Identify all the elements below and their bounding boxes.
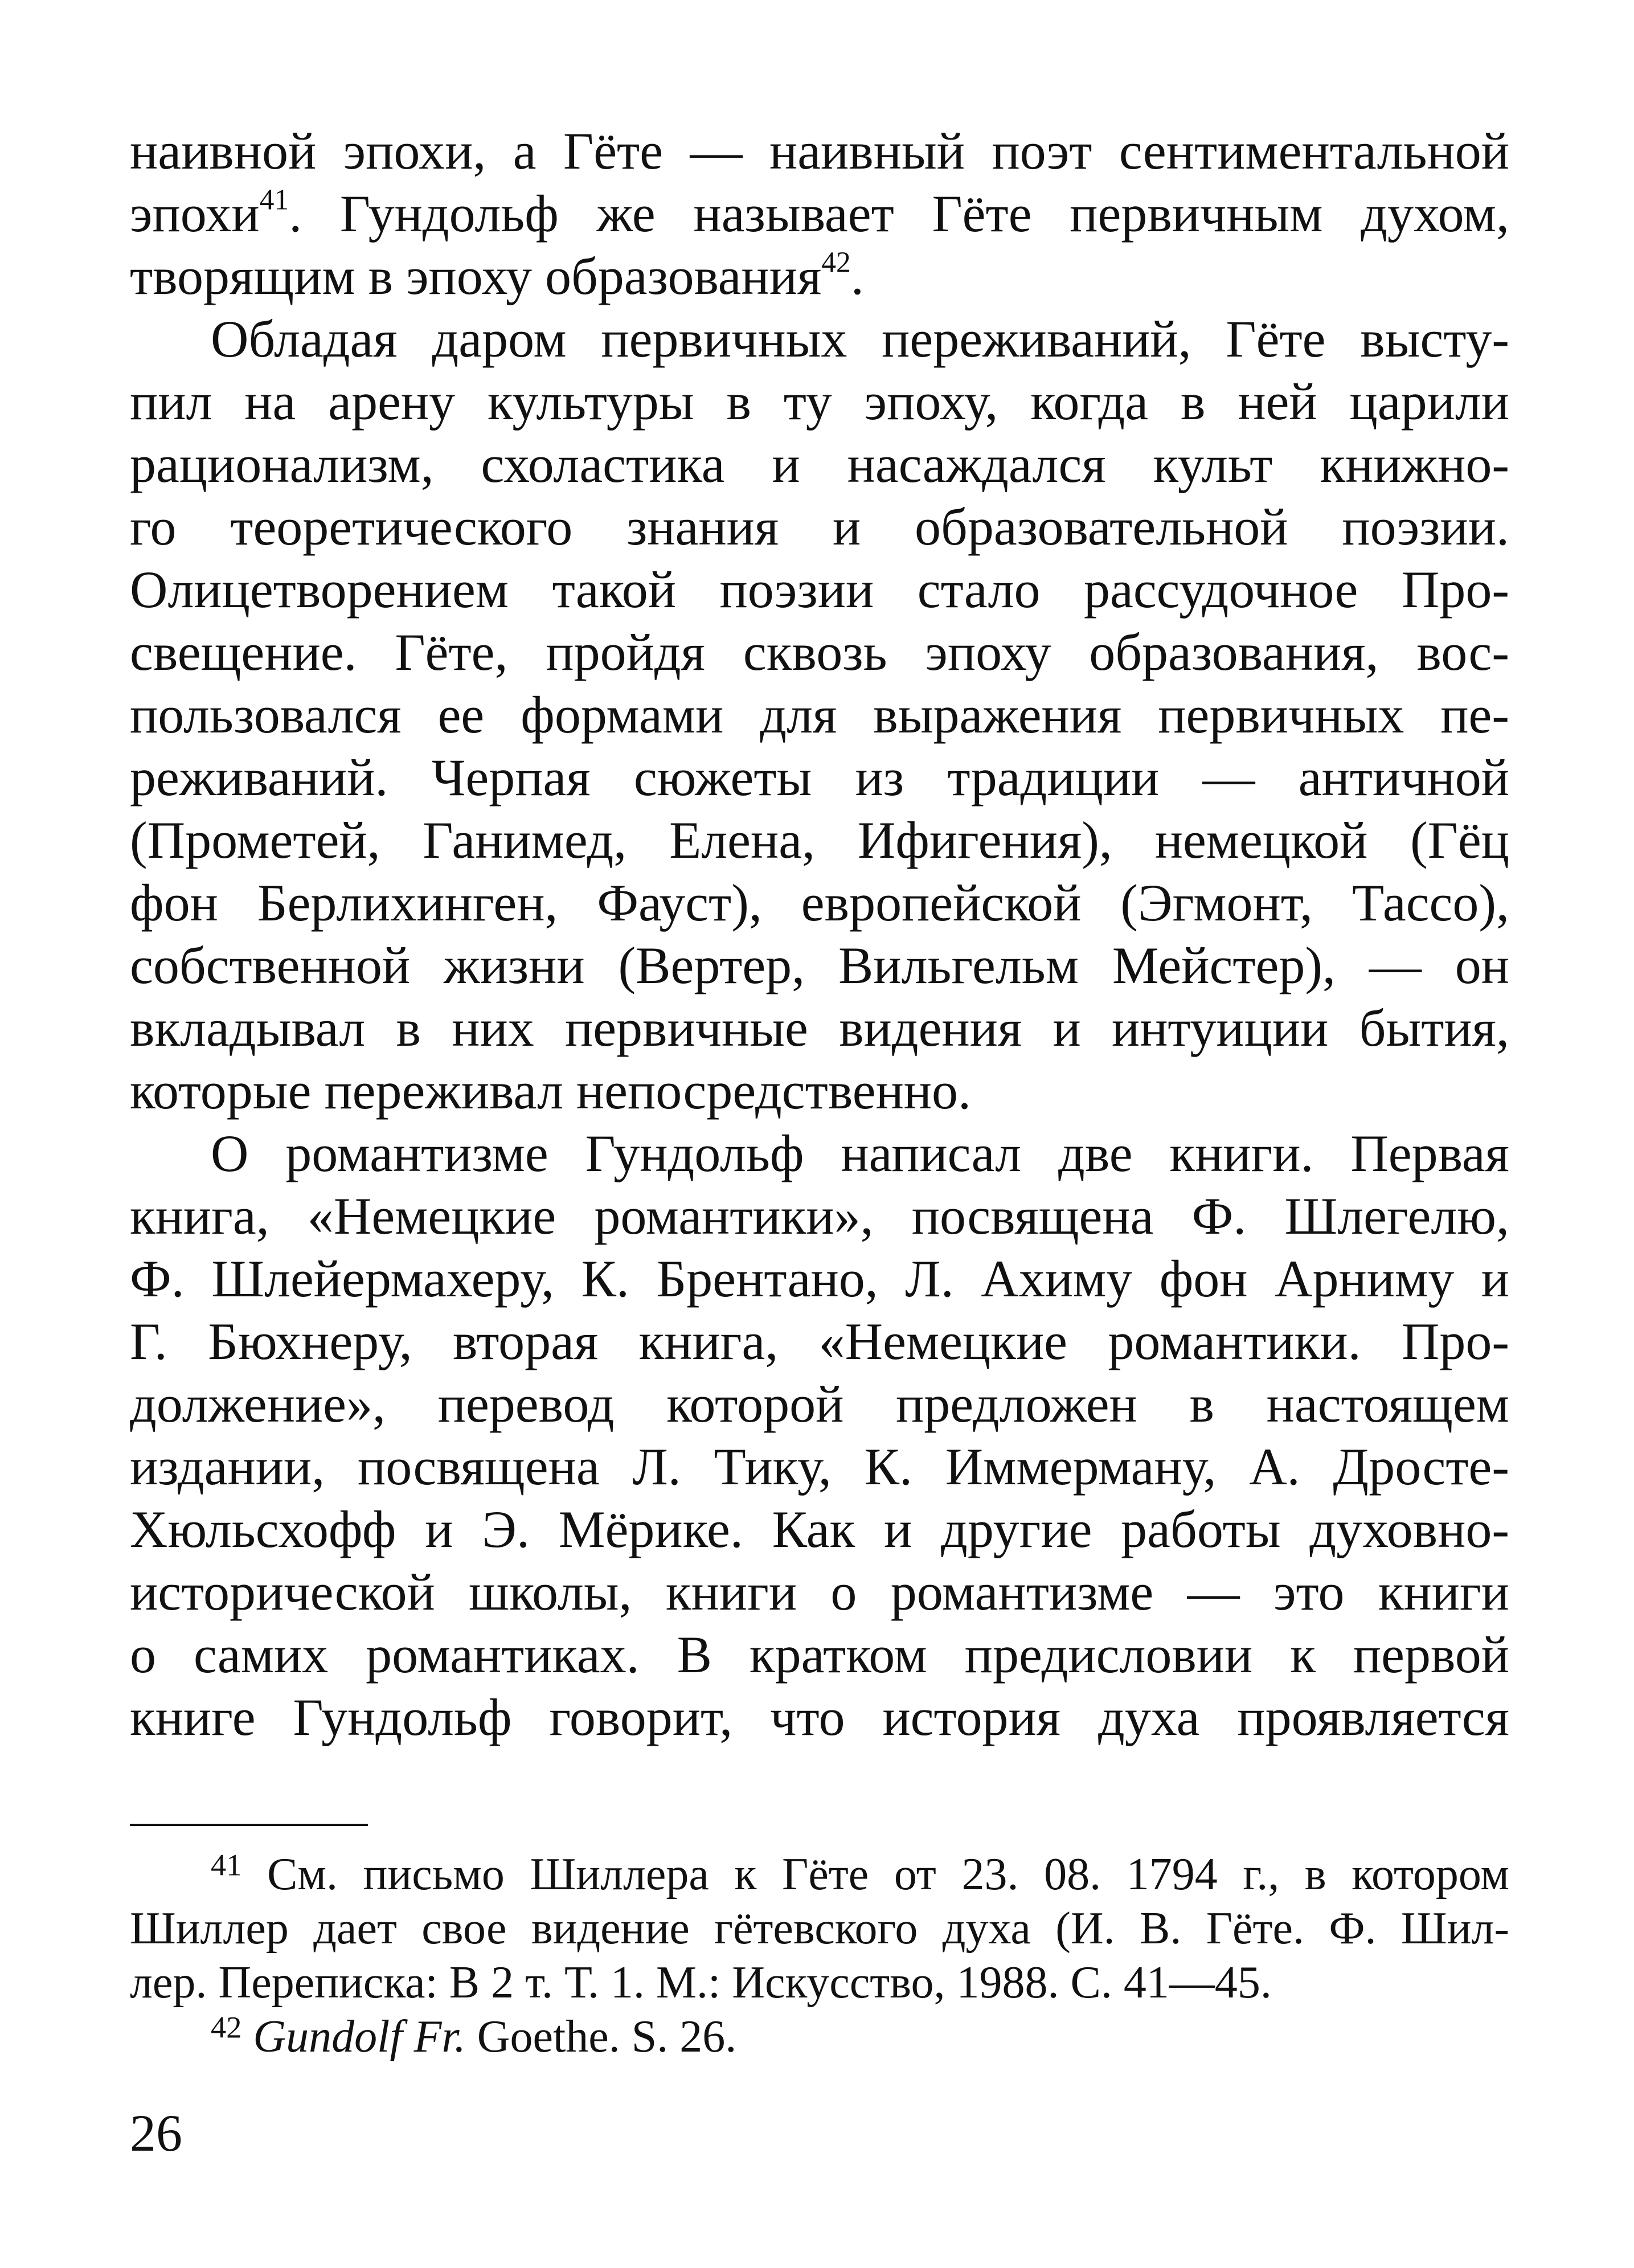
text-line: исторической школы, книги о романтизме — это книги [130, 1563, 1509, 1621]
text-line: которые переживал непосредственно. [130, 1062, 972, 1120]
paragraph-1 [130, 120, 1509, 308]
footnote-line: лер. Переписка: В 2 т. Т. 1. М.: Искусство, 1988. С. 41—45. [130, 1958, 1272, 2008]
text-line: фон Берлихинген, Фауст), европейской (Эгмонт, Тассо), [130, 874, 1509, 932]
footnote-ref-41[interactable]: 41 [259, 183, 289, 216]
page-number: 26 [130, 2104, 182, 2162]
text-fragment: . Гундольф же называет Гёте первичным духом, [289, 185, 1509, 243]
footnote-line [130, 2010, 1509, 2064]
text-line: наивной эпохи, а Гёте — наивный поэт сентиментальной [130, 122, 1509, 180]
text-line: рационализм, схоластика и насаждался культ книжно- [130, 435, 1509, 493]
footnote-line [130, 1848, 1509, 1902]
text-line: реживаний. Черпая сюжеты из традиции — античной [130, 748, 1509, 807]
footnote-line: Шиллер дает свое видение гётевского духа (И. В. Гёте. Ф. Шил- [130, 1903, 1509, 1954]
footnotes [130, 1848, 1509, 2064]
text-line [130, 182, 1509, 245]
text-fragment: творящим в эпоху образования [130, 247, 822, 305]
footnote-number: 42 [211, 2010, 242, 2045]
footnote-author: Gundolf Fr. [253, 2012, 466, 2062]
text-line: го теоретического знания и образовательной поэзии. [130, 498, 1509, 556]
footnote-ref-42[interactable]: 42 [821, 246, 851, 279]
text-line: Олицетворением такой поэзии стало рассудочное Про- [130, 560, 1509, 619]
footnote-separator [130, 1824, 368, 1826]
text-line [130, 245, 1509, 308]
text-line: свещение. Гёте, пройдя сквозь эпоху образования, вос- [130, 623, 1509, 681]
text-line: Обладая даром первичных переживаний, Гёте высту- [211, 310, 1509, 368]
text-line: издании, посвящена Л. Тику, К. Иммерману, А. Дросте- [130, 1438, 1509, 1496]
footnote-number: 41 [211, 1848, 242, 1882]
text-line: вкладывал в них первичные видения и интуиции бытия, [130, 999, 1509, 1057]
text-line: Хюльсхофф и Э. Мёрике. Как и другие работы духовно- [130, 1500, 1509, 1558]
text-line: пил на арену культуры в ту эпоху, когда в ней царили [130, 372, 1509, 431]
text-fragment: . [850, 247, 864, 305]
text-fragment: См. письмо Шиллера к Гёте от 23. 08. 1794 г., в котором [267, 1849, 1509, 1899]
text-line: книге Гундольф говорит, что история духа проявляется [130, 1688, 1509, 1746]
text-line: пользовался ее формами для выражения первичных пе- [130, 686, 1509, 744]
footnote-42 [130, 2010, 1509, 2064]
text-fragment: Goethe. S. 26. [465, 2012, 737, 2062]
text-line: собственной жизни (Вертер, Вильгельм Мейстер), — он [130, 936, 1509, 994]
footnote-41 [130, 1848, 1509, 2010]
paragraph-3 [130, 1122, 1509, 1749]
text-line: Г. Бюхнеру, вторая книга, «Немецкие романтики. Про- [130, 1312, 1509, 1370]
text-line: о самих романтиках. В кратком предисловии к первой [130, 1626, 1509, 1684]
text-line: должение», перевод которой предложен в настоящем [130, 1375, 1509, 1433]
text-line: Ф. Шлейермахеру, К. Брентано, Л. Ахиму фон Арниму и [130, 1250, 1509, 1308]
text-line: О романтизме Гундольф написал две книги. Первая [211, 1124, 1509, 1182]
paragraph-2 [130, 308, 1509, 1122]
text-fragment: эпохи [130, 185, 260, 243]
text-line: (Прометей, Ганимед, Елена, Ифигения), немецкой (Гёц [130, 811, 1509, 869]
text-line: книга, «Немецкие романтики», посвящена Ф. Шлегелю, [130, 1187, 1509, 1245]
main-text [130, 120, 1509, 1749]
